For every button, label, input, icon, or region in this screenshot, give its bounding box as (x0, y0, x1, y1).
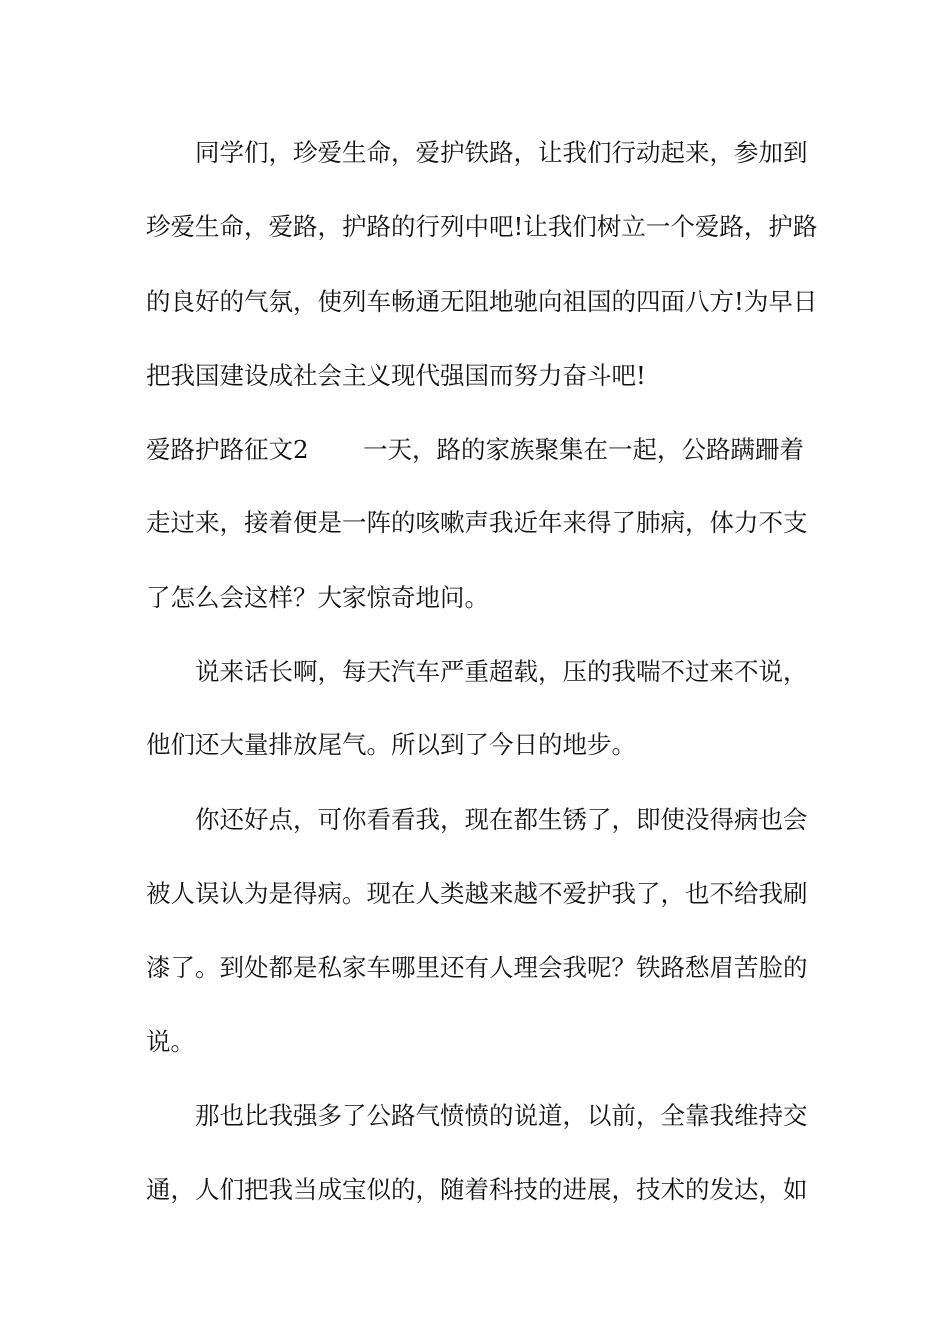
paragraph-1-line-4 (0, 356, 950, 396)
paragraph-5-line-2-text: 通，人们把我当成宝似的，随着科技的进展，技术的发达，如 (146, 1175, 808, 1204)
paragraph-1-line-1-text: 同学们，珍爱生命，爱护铁路，让我们行动起来，参加到 (195, 138, 808, 167)
section-title: 爱路护路征文2 (146, 435, 309, 464)
paragraph-3-line-1 (0, 652, 950, 692)
paragraph-4-line-1 (0, 800, 950, 840)
paragraph-1-line-3-text: 的良好的气氛，使列车畅通无阻地驰向祖国的四面八方!为早日 (146, 287, 818, 316)
paragraph-2-line-2-text: 走过来，接着便是一阵的咳嗽声我近年来得了肺病，体力不支 (146, 508, 808, 537)
paragraph-4-line-2 (0, 874, 950, 914)
paragraph-3-line-1-text: 说来话长啊，每天汽车严重超载，压的我喘不过来不说， (195, 657, 808, 686)
paragraph-1-line-3 (0, 282, 950, 322)
paragraph-2-line-2 (0, 503, 950, 543)
paragraph-1-line-1 (0, 133, 950, 173)
paragraph-3-line-2 (0, 725, 950, 765)
section-title-line (0, 430, 950, 470)
paragraph-1-line-2 (0, 207, 950, 247)
paragraph-1-line-2-text: 珍爱生命，爱路，护路的行列中吧!让我们树立一个爱路，护路 (146, 212, 818, 241)
paragraph-4-line-1-text: 你还好点，可你看看我，现在都生锈了，即使没得病也会 (195, 805, 808, 834)
paragraph-4-line-3-text: 漆了。到处都是私家车哪里还有人理会我呢？铁路愁眉苦脸的 (146, 953, 808, 982)
paragraph-5-line-2 (0, 1170, 950, 1210)
paragraph-1-line-4-text: 把我国建设成社会主义现代强国而努力奋斗吧! (146, 361, 646, 390)
paragraph-4-line-3 (0, 948, 950, 988)
paragraph-2-line-3-text: 了怎么会这样？大家惊奇地问。 (146, 583, 489, 612)
paragraph-4-line-4 (0, 1022, 950, 1062)
paragraph-5-line-1-text: 那也比我强多了公路气愤愤的说道，以前，全靠我维持交 (195, 1101, 808, 1130)
paragraph-2-line-1-text: 一天，路的家族聚集在一起，公路蹒跚着 (363, 435, 804, 464)
paragraph-4-line-4-text: 说。 (146, 1027, 195, 1056)
paragraph-4-line-2-text: 被人误认为是得病。现在人类越来越不爱护我了，也不给我刷 (146, 879, 808, 908)
paragraph-3-line-2-text: 他们还大量排放尾气。所以到了今日的地步。 (146, 730, 636, 759)
paragraph-2-line-3 (0, 578, 950, 618)
paragraph-5-line-1 (0, 1096, 950, 1136)
